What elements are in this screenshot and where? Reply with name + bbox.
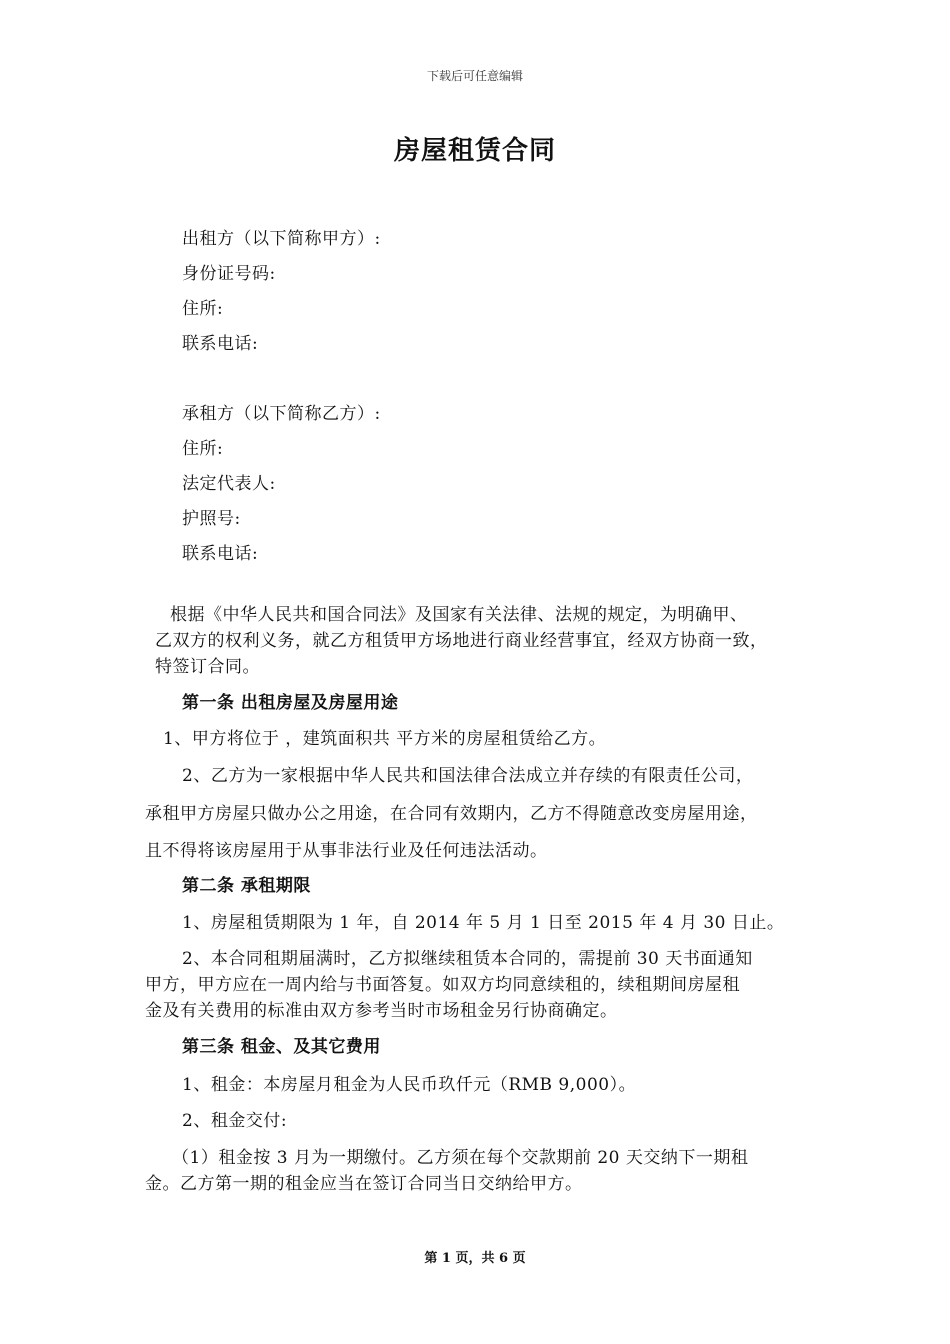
article-1-item-1: 1、甲方将位于 ，建筑面积共 平方米的房屋租赁给乙方。 [163,729,607,749]
intro-line-2: 乙双方的权利义务，就乙方租赁甲方场地进行商业经营事宜，经双方协商一致， [155,631,768,651]
article-2-item-2-line-1: 2、本合同租期届满时，乙方拟继续租赁本合同的，需提前 30 天书面通知 [182,949,753,969]
article-3-item-2: 2、租金交付: [182,1111,288,1131]
lessee-phone-label: 联系电话: [182,544,259,564]
intro-line-1: 根据《中华人民共和国合同法》及国家有关法律、法规的规定，为明确甲、 [170,605,748,625]
lessee-passport-label: 护照号: [182,509,241,529]
lessee-address-label: 住所: [182,439,224,459]
article-1-item-2-line-2: 承租甲方房屋只做办公之用途，在合同有效期内，乙方不得随意改变房屋用途， [145,804,758,824]
lessor-id-label: 身份证号码: [182,264,276,284]
article-1-item-2-line-3: 且不得将该房屋用于从事非法行业及任何违法活动。 [145,841,548,861]
lessor-address-label: 住所: [182,299,224,319]
lessee-legal-rep-label: 法定代表人: [182,474,276,494]
article-2-item-2-line-2: 甲方，甲方应在一周内给与书面答复。如双方均同意续租的，续租期间房屋租 [145,975,740,995]
header-note: 下载后可任意编辑 [426,69,523,83]
article-2-item-1: 1、房屋租赁期限为 1 年，自 2014 年 5 月 1 日至 2015 年 4 月 30 日止。 [182,913,785,933]
lessor-phone-label: 联系电话: [182,334,259,354]
lessor-label: 出租方（以下简称甲方）: [182,229,381,249]
article-2-heading: 第二条 承租期限 [182,876,311,896]
lessee-label: 承租方（以下简称乙方）: [182,404,381,424]
article-2-item-2-line-3: 金及有关费用的标准由双方参考当时市场租金另行协商确定。 [145,1001,618,1021]
article-3-heading: 第三条 租金、及其它费用 [182,1037,381,1057]
article-1-item-2-line-1: 2、乙方为一家根据中华人民共和国法律合法成立并存续的有限责任公司， [182,766,754,786]
article-3-sub-1-line-2: 金。乙方第一期的租金应当在签订合同当日交纳给甲方。 [145,1174,583,1194]
page-footer: 第 1 页，共 6 页 [424,1251,526,1266]
article-1-heading: 第一条 出租房屋及房屋用途 [182,693,399,713]
article-3-sub-1-line-1: （1）租金按 3 月为一期缴付。乙方须在每个交款期前 20 天交纳下一期租 [172,1148,749,1168]
intro-line-3: 特签订合同。 [155,657,260,677]
article-3-item-1: 1、租金：本房屋月租金为人民币玖仟元（RMB 9,000）。 [182,1075,637,1095]
document-title: 房屋租赁合同 [393,136,556,166]
